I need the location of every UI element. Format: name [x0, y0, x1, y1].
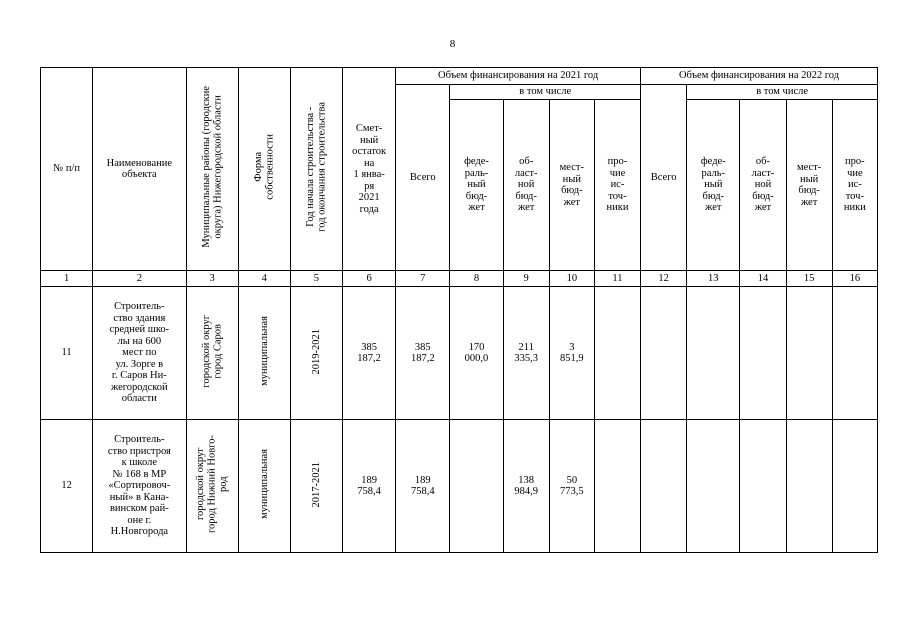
row-object-name: Строитель- ство здания средней шко- лы на 600 мест по ул. Зорге в г. Саров Ни- жегородской области [93, 287, 186, 420]
row-num: 12 [41, 420, 93, 553]
row-ownership [238, 420, 290, 553]
header-years [290, 68, 342, 271]
header-regional-2021: об- ласт- ной бюд- жет [503, 100, 549, 271]
header-remainder: Смет- ный остаток на 1 янва- ря 2021 года [343, 68, 396, 271]
row-federal-2022 [687, 287, 740, 420]
header-local-2021: мест- ный бюд- жет [549, 100, 594, 271]
row-total-2022 [641, 420, 687, 553]
table-row [41, 287, 878, 420]
row-object-name: Строитель- ство пристроя к школе № 168 в МР «Сортировоч- ный» в Кана- винском рай- оне г. Н.Новгорода [93, 420, 186, 553]
row-num: 11 [41, 287, 93, 420]
column-number: 10 [549, 271, 594, 287]
row-municipality-text: городской округ город Нижний Новго- род [194, 435, 229, 534]
row-municipality [186, 420, 238, 553]
row-ownership-text: муниципальная [258, 316, 270, 387]
header-ownership [238, 68, 290, 271]
row-ownership-text: муниципальная [258, 449, 270, 520]
column-number: 4 [238, 271, 290, 287]
row-local-2021: 3 851,9 [549, 287, 594, 420]
row-regional-2022 [740, 287, 786, 420]
column-number: 16 [832, 271, 877, 287]
column-number: 7 [396, 271, 450, 287]
row-municipality [186, 287, 238, 420]
page-number: 8 [449, 38, 456, 50]
column-number: 14 [740, 271, 786, 287]
row-ownership [238, 287, 290, 420]
row-local-2021: 50 773,5 [549, 420, 594, 553]
header-years-text: Год начала строительства - год окончания строительства [304, 102, 328, 233]
column-number: 11 [594, 271, 640, 287]
row-remainder: 385 187,2 [343, 287, 396, 420]
row-federal-2021 [450, 420, 503, 553]
header-num: № п/п [41, 68, 93, 271]
row-years-text: 2017-2021 [310, 461, 322, 507]
header-local-2022: мест- ный бюд- жет [786, 100, 832, 271]
header-including-2021: в том числе [450, 85, 641, 100]
column-number: 12 [641, 271, 687, 287]
row-other-2022 [832, 420, 877, 553]
column-numbers-row [41, 271, 878, 287]
column-number: 3 [186, 271, 238, 287]
row-total-2021: 189 758,4 [396, 420, 450, 553]
row-municipality-text: городской округ город Саров [200, 314, 224, 388]
header-group-2021: Объем финансирования на 2021 год [396, 68, 641, 85]
column-number: 1 [41, 271, 93, 287]
row-regional-2022 [740, 420, 786, 553]
header-total-2022: Всего [641, 85, 687, 271]
row-regional-2021: 211 335,3 [503, 287, 549, 420]
header-total-2021: Всего [396, 85, 450, 271]
column-number: 2 [93, 271, 186, 287]
row-other-2022 [832, 287, 877, 420]
column-number: 13 [687, 271, 740, 287]
row-local-2022 [786, 420, 832, 553]
column-number: 5 [290, 271, 342, 287]
header-ownership-text: Форма собственности [252, 134, 276, 201]
column-number: 15 [786, 271, 832, 287]
row-other-2021 [594, 287, 640, 420]
row-remainder: 189 758,4 [343, 420, 396, 553]
header-other-2022: про- чие ис- точ- ники [832, 100, 877, 271]
row-total-2022 [641, 287, 687, 420]
table-row [41, 420, 878, 553]
row-federal-2022 [687, 420, 740, 553]
header-name: Наименование объекта [93, 68, 186, 271]
header-regional-2022: об- ласт- ной бюд- жет [740, 100, 786, 271]
column-number: 8 [450, 271, 503, 287]
row-years [290, 287, 342, 420]
row-local-2022 [786, 287, 832, 420]
column-number: 9 [503, 271, 549, 287]
header-federal-2021: феде- раль- ный бюд- жет [450, 100, 503, 271]
header-other-2021: про- чие ис- точ- ники [594, 100, 640, 271]
row-years-text: 2019-2021 [310, 328, 322, 374]
header-municipality-text: Муниципальные районы (городские округа) Нижегородской области [200, 86, 224, 249]
header-group-2022: Объем финансирования на 2022 год [641, 68, 878, 85]
row-other-2021 [594, 420, 640, 553]
row-total-2021: 385 187,2 [396, 287, 450, 420]
header-municipality [186, 68, 238, 271]
row-regional-2021: 138 984,9 [503, 420, 549, 553]
column-number: 6 [343, 271, 396, 287]
row-years [290, 420, 342, 553]
header-federal-2022: феде- раль- ный бюд- жет [687, 100, 740, 271]
header-including-2022: в том числе [687, 85, 878, 100]
row-federal-2021: 170 000,0 [450, 287, 503, 420]
financing-table [40, 67, 878, 553]
